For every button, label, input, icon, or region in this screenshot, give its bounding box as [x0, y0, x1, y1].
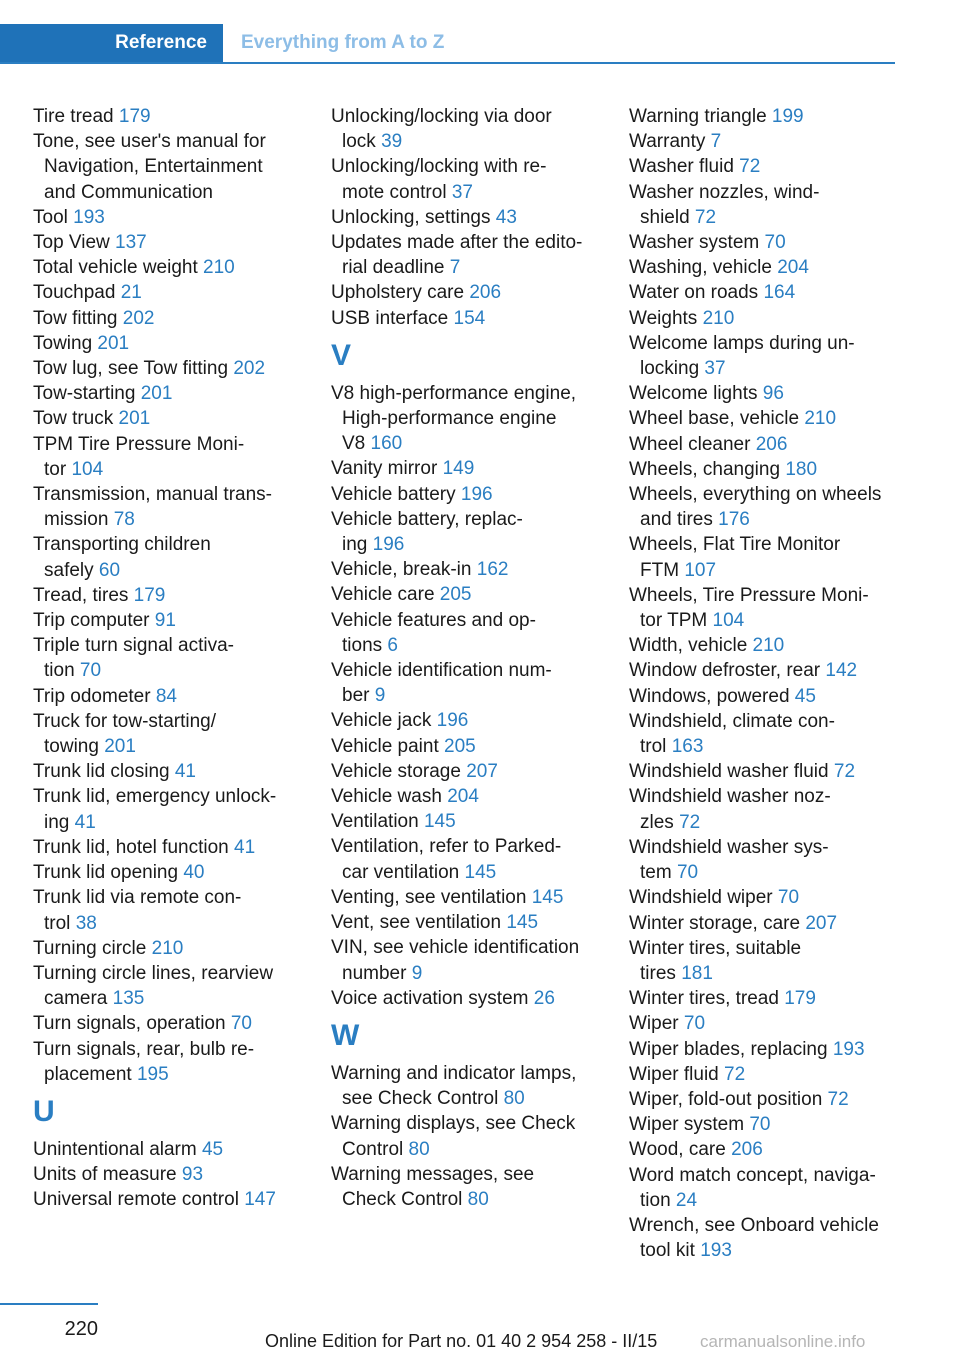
index-entry — [33, 255, 303, 280]
index-entry-text: Wiper fluid — [629, 1063, 725, 1085]
index-entry — [629, 381, 899, 406]
index-entry-text: Upholstery care — [331, 282, 470, 304]
index-entry — [629, 129, 899, 154]
index-entry — [331, 708, 601, 733]
index-entry — [629, 1037, 899, 1062]
index-entry — [33, 961, 303, 1011]
index-entry-text: Welcome lights — [629, 383, 763, 405]
index-entry — [629, 1011, 899, 1036]
index-entry-text: Tow fitting — [33, 307, 123, 329]
index-entry-text: Warranty — [629, 131, 711, 153]
page-reference-link[interactable]: 206 — [731, 1139, 763, 1161]
index-entry — [331, 154, 601, 204]
index-entry — [629, 331, 899, 381]
index-entry — [33, 129, 303, 205]
page-reference-link[interactable]: 145 — [531, 886, 564, 908]
index-entry-text: Unintentional alarm — [33, 1138, 202, 1160]
page-reference-link[interactable]: 142 — [825, 660, 858, 682]
index-entry-text: Wheels, everything on wheels and tires — [629, 484, 882, 531]
index-entry-text: Washer system — [629, 232, 765, 254]
index-entry — [33, 381, 303, 406]
index-entry-text: Vehicle paint — [331, 735, 445, 757]
index-entry — [629, 835, 899, 885]
index-entry — [629, 684, 899, 709]
index-entry-text: Wiper blades, replacing — [629, 1038, 833, 1060]
index-entry-text: Transmission, manual trans- mission — [33, 484, 272, 531]
index-entry-text: Tow lug, see Tow fitting — [33, 358, 234, 380]
index-entry — [33, 356, 303, 381]
index-entry — [331, 507, 601, 557]
page-reference-link[interactable]: 70 — [749, 1114, 771, 1136]
page-reference-link[interactable]: 7 — [449, 257, 461, 279]
section-subtitle: Everything from A to Z — [241, 32, 445, 53]
index-entry — [331, 935, 601, 985]
page-reference-link[interactable]: 210 — [804, 408, 837, 430]
page-reference-link[interactable]: 163 — [671, 736, 704, 758]
page-reference-link[interactable]: 9 — [374, 685, 386, 707]
page-reference-link[interactable]: 41 — [234, 836, 256, 858]
page-reference-link[interactable]: 162 — [476, 559, 509, 581]
watermark: carmanualsonline.info — [700, 1332, 866, 1351]
page-reference-link[interactable]: 181 — [681, 962, 713, 984]
index-entry-text: Wheels, Flat Tire Monitor FTM — [629, 534, 841, 581]
page-reference-link[interactable]: 72 — [833, 761, 856, 783]
page-reference-link[interactable]: 7 — [710, 131, 722, 153]
index-entry-text: Trunk lid opening — [33, 862, 184, 884]
index-entry — [629, 1163, 899, 1213]
index-entry — [629, 784, 899, 834]
section-tab: Reference — [0, 24, 223, 62]
index-entry-text: Windshield washer noz- zles — [629, 786, 831, 833]
page-reference-link[interactable]: 207 — [805, 912, 838, 934]
index-entry — [33, 331, 303, 356]
index-entry — [331, 104, 601, 154]
index-entry-text: Units of measure — [33, 1164, 182, 1186]
index-column-3 — [629, 104, 899, 1263]
index-entry-text: Transporting children safely — [33, 534, 211, 581]
page-reference-link[interactable]: 6 — [387, 634, 398, 656]
page-reference-link[interactable]: 137 — [115, 232, 147, 254]
index-entry-text: Winter storage, care — [629, 912, 806, 934]
edition-note: Online Edition for Part no. 01 40 2 954 258 - II/15 — [265, 1331, 658, 1351]
index-entry-text: VIN, see vehicle identification number — [331, 937, 580, 984]
index-entry — [331, 608, 601, 658]
page-reference-link[interactable]: 210 — [702, 307, 735, 329]
page-reference-link[interactable]: 80 — [408, 1138, 430, 1160]
index-entry — [331, 910, 601, 935]
index-entry — [33, 104, 303, 129]
index-entry — [331, 557, 601, 582]
index-entry-text: Washing, vehicle — [629, 257, 778, 279]
page-reference-link[interactable]: 204 — [777, 257, 809, 279]
index-entry — [629, 280, 899, 305]
index-entry — [33, 633, 303, 683]
index-entry-text: Trunk lid, hotel function — [33, 836, 235, 858]
index-entry — [629, 230, 899, 255]
page-reference-link[interactable]: 80 — [503, 1088, 525, 1110]
index-entry — [33, 759, 303, 784]
index-entry — [33, 1011, 303, 1036]
page-reference-link[interactable]: 60 — [98, 559, 121, 581]
index-entry-text: Wheel base, vehicle — [629, 408, 805, 430]
page-reference-link[interactable]: 193 — [700, 1240, 732, 1262]
page-reference-link[interactable]: 179 — [784, 988, 816, 1010]
page-reference-link[interactable]: 196 — [460, 483, 493, 505]
index-entry-text: Wheels, changing — [629, 458, 786, 480]
page-reference-link[interactable]: 179 — [133, 584, 166, 606]
page-reference-link[interactable]: 39 — [381, 131, 403, 153]
page-reference-link[interactable]: 154 — [453, 307, 486, 329]
page-reference-link[interactable]: 96 — [762, 383, 784, 405]
index-entry-text: Water on roads — [629, 282, 764, 304]
page-reference-link[interactable]: 210 — [151, 937, 184, 959]
page-reference-link[interactable]: 201 — [104, 736, 136, 758]
index-entry-text: Windshield washer fluid — [629, 761, 834, 783]
index-entry-text: Weights — [629, 307, 703, 329]
index-entry-text: Towing — [33, 332, 98, 354]
index-entry — [33, 406, 303, 431]
index-entry-text: Trunk lid, emergency unlock- ing — [33, 786, 277, 833]
index-entry-text: Ventilation, refer to Parked- car ventilation — [331, 836, 562, 883]
page-reference-link[interactable]: 40 — [183, 862, 205, 884]
page-reference-link[interactable]: 164 — [763, 282, 796, 304]
index-entry-text: Ventilation — [331, 811, 424, 833]
index-entry-text: Turn signals, rear, bulb re- placement — [33, 1038, 255, 1085]
index-entry-text: Window defroster, rear — [629, 660, 826, 682]
index-entry — [331, 759, 601, 784]
index-entry-text: Vehicle care — [331, 584, 440, 606]
index-entry-text: Truck for tow-starting/ towing — [33, 710, 217, 758]
index-entry-text: Wheels, Tire Pressure Moni- tor TPM — [629, 584, 869, 632]
index-entry-text: Welcome lamps during un- locking — [629, 332, 855, 380]
index-entry-text: Vehicle battery, replac- ing — [331, 508, 523, 556]
index-entry — [629, 1137, 899, 1162]
index-entry — [33, 532, 303, 582]
index-entry-text: Voice activation system — [331, 987, 534, 1009]
page-reference-link[interactable]: 147 — [244, 1189, 276, 1211]
index-entry-text: TPM Tire Pressure Moni- tor — [33, 433, 245, 480]
page-reference-link[interactable]: 70 — [777, 887, 800, 909]
index-entry-text: Trip odometer — [33, 685, 156, 707]
page-reference-link[interactable]: 204 — [447, 786, 479, 808]
index-entry — [331, 734, 601, 759]
page-reference-link[interactable]: 193 — [832, 1038, 865, 1060]
index-entry — [331, 658, 601, 708]
index-entry — [331, 205, 601, 230]
index-entry — [33, 936, 303, 961]
index-entry-text: Tire tread — [33, 106, 119, 127]
index-entry — [629, 406, 899, 431]
index-entry — [331, 834, 601, 884]
index-letter-heading: V — [331, 338, 352, 372]
index-entry — [33, 608, 303, 633]
index-column-2 — [331, 104, 601, 1212]
index-column-1 — [33, 104, 303, 1213]
index-entry — [629, 658, 899, 683]
index-entry — [331, 306, 601, 331]
index-entry-text: Vehicle wash — [331, 786, 448, 808]
index-entry — [629, 255, 899, 280]
index-entry — [629, 306, 899, 331]
page-reference-link[interactable]: 206 — [755, 433, 788, 455]
index-entry — [629, 457, 899, 482]
index-entry — [33, 860, 303, 885]
page-reference-link[interactable]: 206 — [469, 282, 502, 304]
page-reference-link[interactable]: 70 — [230, 1013, 252, 1035]
page-reference-link[interactable]: 107 — [684, 559, 717, 581]
index-entry — [629, 911, 899, 936]
page-reference-link[interactable]: 205 — [439, 584, 472, 606]
index-entry — [33, 835, 303, 860]
index-entry-text: Windshield wiper — [629, 887, 778, 909]
index-entry-text: Wood, care — [629, 1139, 732, 1161]
index-entry — [33, 885, 303, 935]
page-reference-link[interactable]: 195 — [136, 1063, 169, 1085]
index-entry — [629, 885, 899, 910]
index-entry-text: Triple turn signal activa- tion — [33, 635, 234, 682]
page-reference-link[interactable]: 205 — [444, 735, 476, 757]
index-entry-text: Tone, see user's manual for Navigation, Entertainment and Communication — [33, 131, 266, 203]
index-entry — [33, 230, 303, 255]
index-entry-text: Vehicle battery — [331, 483, 461, 505]
page-reference-link[interactable]: 196 — [436, 710, 469, 732]
index-entry-text: Width, vehicle — [629, 635, 753, 657]
index-entry-text: Wiper system — [629, 1114, 750, 1136]
index-entry — [629, 432, 899, 457]
page-reference-link[interactable]: 45 — [201, 1138, 224, 1160]
index-entry — [33, 1187, 303, 1212]
index-entry-text: Unlocking, settings — [331, 206, 496, 228]
index-entry — [33, 1037, 303, 1087]
page-reference-link[interactable]: 37 — [451, 181, 473, 203]
index-entry-text: Wiper — [629, 1013, 684, 1035]
page-reference-link[interactable]: 70 — [79, 660, 102, 682]
index-entry — [331, 986, 601, 1011]
page-reference-link[interactable]: 201 — [118, 408, 151, 430]
index-entry-text: Trip computer — [33, 610, 155, 632]
index-entry-text: Turn signals, operation — [33, 1013, 231, 1035]
index-entry — [629, 759, 899, 784]
index-entry — [629, 936, 899, 986]
index-entry — [33, 306, 303, 331]
index-entry — [33, 432, 303, 482]
index-entry-text: Windshield washer sys- tem — [629, 836, 829, 884]
page-reference-link[interactable]: 104 — [71, 458, 104, 480]
index-entry — [33, 784, 303, 834]
index-entry-text: Touchpad — [33, 282, 121, 304]
page-reference-link[interactable]: 145 — [506, 912, 539, 934]
index-entry — [629, 1112, 899, 1137]
index-entry-text: Total vehicle weight — [33, 257, 204, 279]
page-reference-link[interactable]: 21 — [120, 282, 142, 304]
page-reference-link[interactable]: 37 — [704, 358, 726, 380]
page-reference-link[interactable]: 78 — [113, 509, 135, 531]
index-entry — [33, 1162, 303, 1187]
index-entry — [331, 809, 601, 834]
index-entry-text: Tow truck — [33, 408, 119, 430]
index-entry-text: Unlocking/locking via door lock — [331, 106, 552, 153]
index-entry-text: Vehicle storage — [331, 760, 467, 782]
page-reference-link[interactable]: 160 — [370, 433, 403, 455]
index-entry-text: Word match concept, naviga- tion — [629, 1164, 876, 1211]
index-entry — [331, 230, 601, 280]
index-entry — [331, 1111, 601, 1161]
page-reference-link[interactable]: 145 — [423, 811, 456, 833]
index-entry — [331, 482, 601, 507]
index-entry-text: Vehicle, break-in — [331, 559, 477, 581]
index-entry — [331, 456, 601, 481]
index-entry — [629, 482, 899, 532]
page-reference-link[interactable]: 196 — [372, 534, 405, 556]
index-entry — [629, 986, 899, 1011]
index-entry — [629, 154, 899, 179]
index-entry-text: Turning circle — [33, 937, 152, 959]
index-entry-text: Warning and indicator lamps, see Check Control — [331, 1062, 577, 1110]
page-reference-link[interactable]: 135 — [112, 988, 145, 1010]
index-entry — [331, 885, 601, 910]
index-entry — [629, 709, 899, 759]
index-entry-text: Unlocking/locking with re- mote control — [331, 156, 547, 203]
page-reference-link[interactable]: 43 — [495, 206, 517, 228]
page-reference-link[interactable]: 80 — [467, 1188, 489, 1210]
index-entry — [331, 280, 601, 305]
index-entry — [331, 381, 601, 457]
page-reference-link[interactable]: 145 — [464, 861, 497, 883]
index-entry — [331, 784, 601, 809]
page-reference-link[interactable]: 24 — [675, 1189, 698, 1211]
page-reference-link[interactable]: 104 — [712, 610, 745, 632]
index-entry-text: Tool — [33, 206, 74, 228]
index-entry-text: Universal remote control — [33, 1189, 245, 1211]
index-entry — [33, 684, 303, 709]
page-number: 220 — [64, 1318, 98, 1340]
page-reference-link[interactable]: 70 — [676, 862, 699, 884]
index-entry-text: Warning messages, see Check Control — [331, 1163, 535, 1210]
index-entry-text: Turning circle lines, rearview camera — [33, 962, 274, 1010]
index-entry — [33, 280, 303, 305]
index-entry-text: Vehicle identification num- ber — [331, 660, 552, 707]
page-reference-link[interactable]: 201 — [140, 383, 173, 405]
page-reference-link[interactable]: 72 — [739, 156, 761, 178]
page-reference-link[interactable]: 45 — [794, 685, 816, 707]
page-reference-link[interactable]: 180 — [785, 458, 818, 480]
index-entry-text: Tread, tires — [33, 584, 134, 606]
index-letter-heading: U — [33, 1094, 55, 1128]
index-entry-text: Venting, see ventilation — [331, 886, 532, 908]
index-entry — [629, 104, 899, 129]
index-entry-text: Trunk lid closing — [33, 761, 175, 783]
page-reference-link[interactable]: 202 — [233, 358, 266, 380]
index-entry-text: Winter tires, tread — [629, 988, 785, 1010]
page-header — [0, 24, 895, 64]
page-reference-link[interactable]: 93 — [181, 1164, 204, 1186]
index-entry — [33, 1137, 303, 1162]
page-reference-link[interactable]: 176 — [718, 509, 750, 531]
index-entry-text: Wheel cleaner — [629, 433, 756, 455]
index-entry — [331, 582, 601, 607]
page-reference-link[interactable]: 41 — [174, 761, 196, 783]
page-reference-link[interactable]: 201 — [97, 332, 130, 354]
index-entry-text: Warning displays, see Check Control — [331, 1113, 576, 1160]
index-entry — [629, 633, 899, 658]
index-entry-text: Vent, see ventilation — [331, 912, 507, 934]
index-entry-text: Washer nozzles, wind- shield — [629, 181, 820, 228]
index-entry-text: Vehicle jack — [331, 710, 437, 732]
page-reference-link[interactable]: 9 — [411, 962, 423, 984]
index-entry-text: V8 high-performance engine, High-performance engine V8 — [331, 382, 577, 455]
index-entry — [33, 709, 303, 759]
index-entry-text: Trunk lid via remote con- trol — [33, 887, 242, 934]
page-reference-link[interactable]: 41 — [74, 811, 96, 833]
index-entry-text: Windows, powered — [629, 685, 795, 707]
page-reference-link[interactable]: 199 — [771, 106, 804, 127]
index-entry-text: Wiper, fold-out position — [629, 1088, 828, 1110]
index-entry-text: Updates made after the edito- rial deadline — [331, 232, 583, 279]
page-reference-link[interactable]: 84 — [155, 685, 177, 707]
index-entry-text: Vanity mirror — [331, 458, 443, 480]
index-entry — [629, 1087, 899, 1112]
index-entry — [33, 482, 303, 532]
index-entry — [629, 1213, 899, 1263]
index-entry-text: Wrench, see Onboard vehicle tool kit — [629, 1214, 879, 1262]
index-entry-text: Top View — [33, 232, 116, 254]
index-entry-text: Washer fluid — [629, 156, 740, 178]
footer-rule — [0, 1303, 98, 1305]
page-reference-link[interactable]: 91 — [154, 610, 176, 632]
page-reference-link[interactable]: 207 — [466, 760, 498, 782]
index-entry-text: Warning triangle — [629, 106, 772, 127]
index-entry — [331, 1061, 601, 1111]
page-reference-link[interactable]: 210 — [752, 635, 785, 657]
page-reference-link[interactable]: 72 — [694, 206, 717, 228]
page-reference-link[interactable]: 70 — [683, 1013, 706, 1035]
page-reference-link[interactable]: 202 — [122, 307, 155, 329]
page-reference-link[interactable]: 72 — [827, 1088, 849, 1110]
page-reference-link[interactable]: 149 — [442, 458, 475, 480]
page-reference-link[interactable]: 72 — [679, 811, 701, 833]
index-entry — [629, 1062, 899, 1087]
index-entry — [629, 532, 899, 582]
page-reference-link[interactable]: 193 — [73, 206, 105, 228]
page-reference-link[interactable]: 38 — [75, 912, 97, 934]
index-entry — [629, 180, 899, 230]
index-entry-text: Tow-starting — [33, 383, 141, 405]
index-entry — [331, 1162, 601, 1212]
page-reference-link[interactable]: 72 — [724, 1063, 746, 1085]
index-entry-text: Windshield, climate con- trol — [629, 710, 835, 758]
index-letter-heading: W — [331, 1018, 360, 1052]
index-entry — [33, 205, 303, 230]
page-reference-link[interactable]: 70 — [764, 232, 786, 254]
index-entry-text: Vehicle features and op- tions — [331, 609, 536, 656]
index-entry — [629, 583, 899, 633]
index-entry-text: Winter tires, suitable tires — [629, 937, 802, 984]
page-reference-link[interactable]: 26 — [533, 987, 555, 1009]
index-entry — [33, 583, 303, 608]
index-entry-text: USB interface — [331, 307, 454, 329]
page-reference-link[interactable]: 179 — [118, 106, 151, 127]
page-reference-link[interactable]: 210 — [203, 257, 235, 279]
